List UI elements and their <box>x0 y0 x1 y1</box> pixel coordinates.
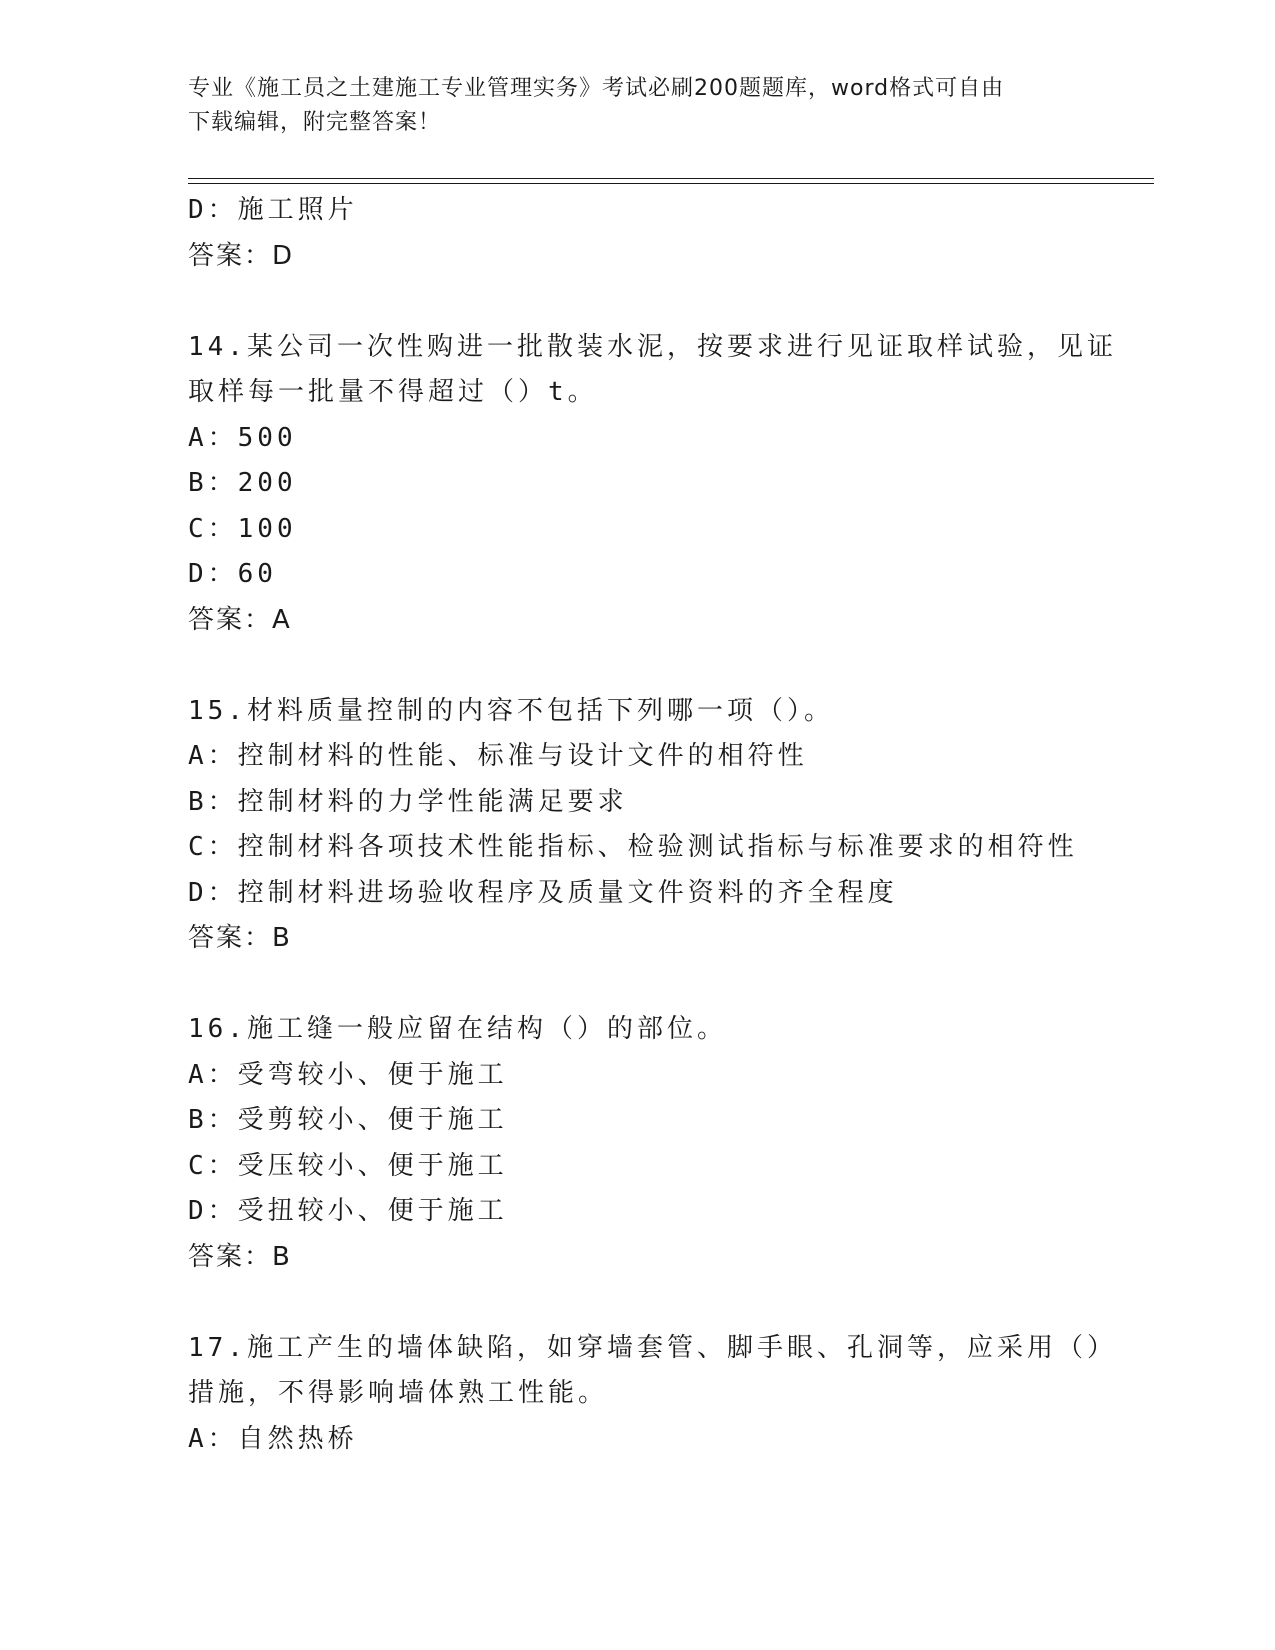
spacer <box>188 643 1154 689</box>
option-c: C：100 <box>188 513 297 544</box>
option-a: A：500 <box>188 422 297 453</box>
question-stem-line-2: 措施，不得影响墙体熟工性能。 <box>188 1378 609 1408</box>
document-header <box>188 72 1068 140</box>
question-13-tail <box>188 188 1154 279</box>
option-d: D：60 <box>188 559 277 589</box>
question-stem-line-1: 14.某公司一次性购进一批散装水泥，按要求进行见证取样试验，见证 <box>188 331 1117 362</box>
option-a: A：控制材料的性能、标准与设计文件的相符性 <box>188 741 808 771</box>
option-b: B：200 <box>188 468 297 498</box>
question-17 <box>188 1326 1154 1463</box>
answer-line: 答案：B <box>188 1241 292 1272</box>
answer-line: 答案：D <box>188 240 295 271</box>
header-rule-bottom <box>188 183 1154 184</box>
option-a: A：自然热桥 <box>188 1423 358 1454</box>
question-stem-line-2: 取样每一批量不得超过（）t。 <box>188 377 598 407</box>
question-stem-line-1: 17.施工产生的墙体缺陷，如穿墙套管、脚手眼、孔洞等，应采用（） <box>188 1332 1117 1363</box>
question-15 <box>188 689 1154 962</box>
header-line-2: 下载编辑，附完整答案！ <box>188 110 442 135</box>
spacer <box>188 962 1154 1008</box>
option-b: B：控制材料的力学性能满足要求 <box>188 786 628 817</box>
option-c: C：控制材料各项技术性能指标、检验测试指标与标准要求的相符性 <box>188 832 1078 862</box>
option-d: D：受扭较小、便于施工 <box>188 1196 508 1226</box>
spacer <box>188 1280 1154 1326</box>
option-d: D：施工照片 <box>188 195 358 225</box>
answer-line: 答案：B <box>188 923 292 953</box>
option-a: A：受弯较小、便于施工 <box>188 1059 508 1090</box>
option-d: D：控制材料进场验收程序及质量文件资料的齐全程度 <box>188 877 898 908</box>
header-line-1: 专业《施工员之土建施工专业管理实务》考试必刷200题题库，word格式可自由 <box>188 76 1005 101</box>
question-stem-line-1: 15.材料质量控制的内容不包括下列哪一项（）。 <box>188 695 834 726</box>
spacer <box>188 279 1154 325</box>
option-c: C：受压较小、便于施工 <box>188 1150 508 1181</box>
question-stem-line-1: 16.施工缝一般应留在结构（）的部位。 <box>188 1014 727 1044</box>
answer-line: 答案：A <box>188 604 292 635</box>
question-list <box>188 188 1154 1462</box>
question-16 <box>188 1007 1154 1280</box>
question-14 <box>188 325 1154 644</box>
header-rule-top <box>188 178 1154 179</box>
option-b: B：受剪较小、便于施工 <box>188 1105 508 1135</box>
